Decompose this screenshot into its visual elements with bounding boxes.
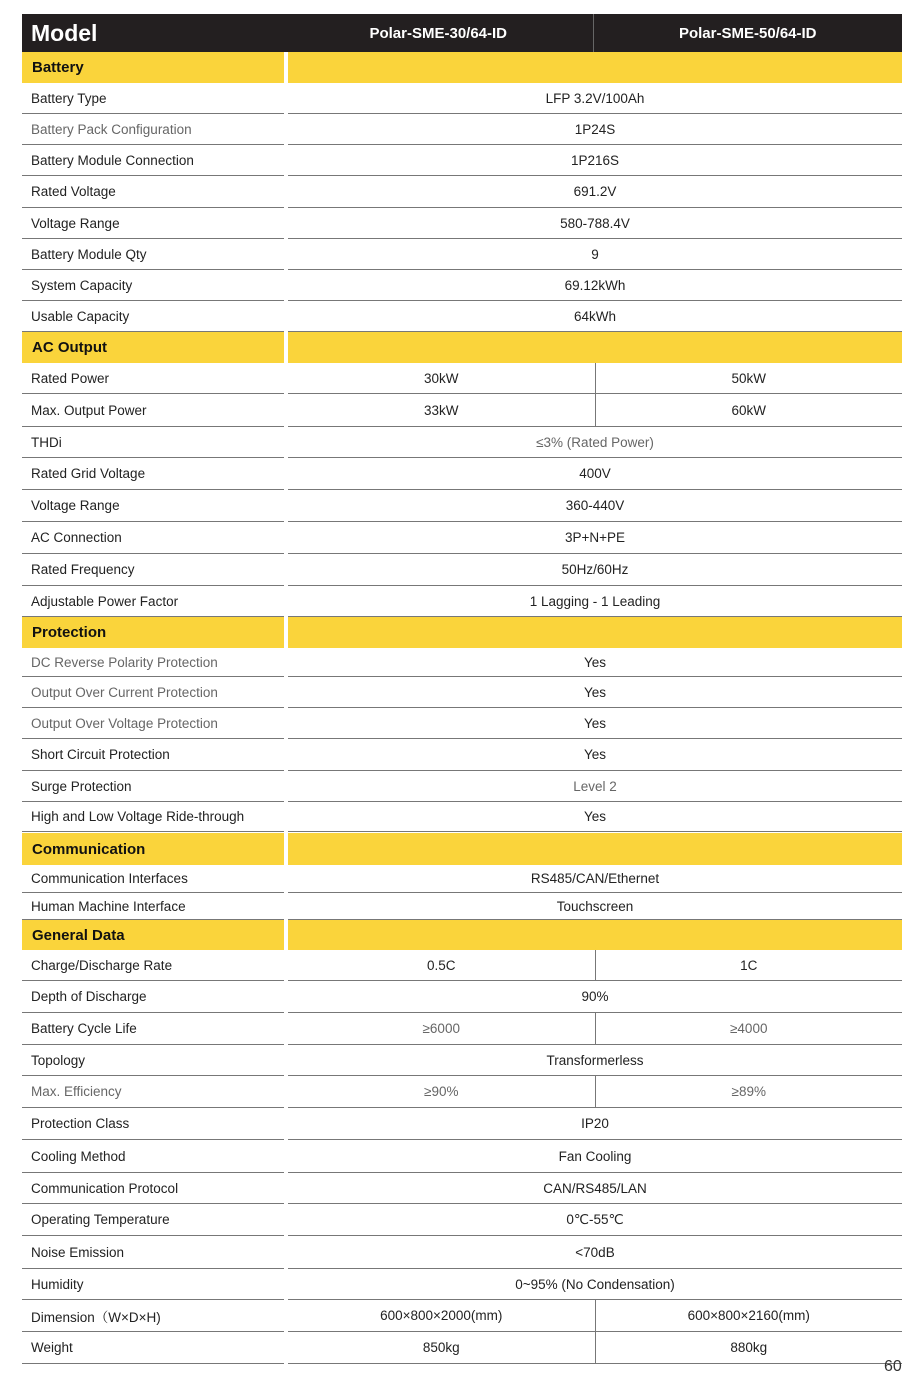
- spec-value-shared: 1P24S: [574, 121, 616, 137]
- spec-row-battery-cycle-life: [22, 1013, 902, 1045]
- spec-label: Adjustable Power Factor: [22, 586, 284, 617]
- spec-value-shared: Level 2: [573, 778, 617, 794]
- spec-values: [288, 301, 902, 332]
- spec-label: Weight: [22, 1332, 284, 1364]
- spec-value-shared: RS485/CAN/Ethernet: [530, 871, 660, 886]
- spec-value-model-2: 60kW: [595, 394, 903, 426]
- spec-value-shared: LFP 3.2V/100Ah: [545, 90, 645, 106]
- spec-row-surge-protection: [22, 771, 902, 802]
- spec-label: Rated Voltage: [22, 176, 284, 208]
- spec-values: [288, 677, 902, 708]
- spec-values: [288, 522, 902, 554]
- spec-values: [288, 176, 902, 208]
- spec-value-shared: 1P216S: [570, 152, 620, 168]
- spec-value-shared: 360-440V: [565, 498, 625, 513]
- spec-row-protection-class: [22, 1108, 902, 1140]
- section-communication: [22, 833, 902, 865]
- spec-label: Human Machine Interface: [22, 893, 284, 920]
- spec-value-shared: 580-788.4V: [560, 215, 630, 231]
- spec-value-model-1: ≥6000: [422, 1021, 460, 1036]
- spec-value-shared: CAN/RS485/LAN: [543, 1180, 647, 1196]
- spec-value-shared: IP20: [581, 1116, 609, 1131]
- spec-values: [288, 490, 902, 522]
- spec-label: Output Over Voltage Protection: [22, 708, 284, 739]
- spec-sections: [22, 52, 902, 1364]
- spec-value-shared: Yes: [583, 747, 607, 762]
- spec-values: [288, 865, 902, 893]
- spec-values: [288, 427, 902, 458]
- spec-values: [288, 554, 902, 586]
- spec-row-communication-interfaces: [22, 865, 902, 893]
- section-ac-output: [22, 332, 902, 363]
- spec-row-communication-protocol: [22, 1173, 902, 1204]
- section-title: Battery: [22, 52, 284, 83]
- spec-row-operating-temperature: [22, 1204, 902, 1236]
- spec-label: Charge/Discharge Rate: [22, 950, 284, 981]
- spec-row-thdi: [22, 427, 902, 458]
- section-title: AC Output: [22, 332, 284, 363]
- model-header-row: [22, 14, 902, 52]
- spec-value-shared: <70dB: [575, 1244, 615, 1260]
- spec-values: [288, 458, 902, 490]
- spec-value-shared: Fan Cooling: [558, 1148, 632, 1164]
- spec-values: [288, 270, 902, 301]
- spec-row-battery-module-connection: [22, 145, 902, 176]
- spec-value-shared: Transformerless: [546, 1052, 644, 1068]
- spec-values: [288, 394, 902, 427]
- spec-values: [288, 363, 902, 394]
- spec-values: [288, 1045, 902, 1076]
- spec-row-humidity: [22, 1269, 902, 1300]
- spec-value-model-1: 0.5C: [426, 957, 456, 973]
- spec-label: Short Circuit Protection: [22, 739, 284, 771]
- spec-label: Rated Frequency: [22, 554, 284, 586]
- spec-values: [288, 950, 902, 981]
- spec-label: Depth of Discharge: [22, 981, 284, 1013]
- spec-values: [288, 739, 902, 771]
- model-column-2: Polar-SME-50/64-ID: [593, 14, 903, 52]
- spec-value-shared: Yes: [583, 809, 607, 824]
- spec-value-shared: 9: [591, 246, 599, 262]
- spec-row-battery-type: [22, 83, 902, 114]
- section-band: [288, 833, 902, 865]
- spec-row-voltage-range: [22, 208, 902, 239]
- spec-values: [288, 1013, 902, 1045]
- spec-label: Noise Emission: [22, 1236, 284, 1269]
- spec-row-rated-grid-voltage: [22, 458, 902, 490]
- spec-values: [288, 1108, 902, 1140]
- section-title: Protection: [22, 617, 284, 648]
- spec-values: [288, 771, 902, 802]
- spec-row-usable-capacity: [22, 301, 902, 332]
- spec-label: Humidity: [22, 1269, 284, 1300]
- spec-values: [288, 648, 902, 677]
- spec-label: Battery Module Connection: [22, 145, 284, 176]
- section-general-data: [22, 920, 902, 950]
- spec-label: Battery Cycle Life: [22, 1013, 284, 1045]
- spec-value-model-2: 600×800×2160(mm): [595, 1300, 903, 1331]
- spec-row-adjustable-power-factor: [22, 586, 902, 617]
- spec-label: Battery Module Qty: [22, 239, 284, 270]
- spec-row-rated-power: [22, 363, 902, 394]
- spec-row-human-machine-interface: [22, 893, 902, 920]
- spec-table: [22, 14, 902, 1364]
- spec-values: [288, 1204, 902, 1236]
- section-band: [288, 617, 902, 648]
- spec-label: Rated Grid Voltage: [22, 458, 284, 490]
- spec-row-rated-frequency: [22, 554, 902, 586]
- spec-value-shared: 3P+N+PE: [564, 530, 626, 545]
- spec-value-shared: 69.12kWh: [564, 277, 626, 293]
- section-band: [288, 332, 902, 363]
- spec-values: [288, 1173, 902, 1204]
- section-battery: [22, 52, 902, 83]
- spec-value-shared: 0℃-55℃: [566, 1211, 624, 1227]
- spec-label: Surge Protection: [22, 771, 284, 802]
- spec-row-dimension-w-d-h: [22, 1300, 902, 1332]
- spec-value-shared: 1 Lagging - 1 Leading: [529, 593, 661, 609]
- spec-row-output-over-current-protection: [22, 677, 902, 708]
- spec-label: AC Connection: [22, 522, 284, 554]
- spec-value-model-2: ≥89%: [595, 1076, 903, 1107]
- spec-values: [288, 708, 902, 739]
- spec-value-model-2: ≥4000: [595, 1013, 903, 1044]
- spec-row-dc-reverse-polarity-protection: [22, 648, 902, 677]
- spec-values: [288, 208, 902, 239]
- spec-values: [288, 239, 902, 270]
- spec-row-voltage-range: [22, 490, 902, 522]
- spec-row-cooling-method: [22, 1140, 902, 1173]
- spec-label: Voltage Range: [22, 490, 284, 522]
- spec-row-short-circuit-protection: [22, 739, 902, 771]
- spec-value-shared: 90%: [581, 989, 609, 1004]
- spec-label: Battery Type: [22, 83, 284, 114]
- spec-values: [288, 1300, 902, 1332]
- model-label: Model: [31, 19, 98, 46]
- section-band: [288, 920, 902, 950]
- spec-values: [288, 1269, 902, 1300]
- spec-value-model-1: ≥90%: [424, 1084, 459, 1099]
- section-title: General Data: [22, 920, 284, 950]
- spec-values: [288, 893, 902, 920]
- spec-row-depth-of-discharge: [22, 981, 902, 1013]
- spec-row-noise-emission: [22, 1236, 902, 1269]
- spec-value-shared: ≤3% (Rated Power): [536, 434, 654, 450]
- spec-values: [288, 114, 902, 145]
- spec-row-topology: [22, 1045, 902, 1076]
- spec-value-model-1: 850kg: [422, 1340, 460, 1355]
- section-title: Communication: [22, 833, 284, 865]
- spec-row-rated-voltage: [22, 176, 902, 208]
- spec-label: Output Over Current Protection: [22, 677, 284, 708]
- spec-label: Usable Capacity: [22, 301, 284, 332]
- spec-label: Protection Class: [22, 1108, 284, 1140]
- spec-values: [288, 981, 902, 1013]
- spec-values: [288, 802, 902, 832]
- spec-label: Max. Efficiency: [22, 1076, 284, 1108]
- spec-label: Communication Protocol: [22, 1173, 284, 1204]
- spec-value-model-1: 33kW: [423, 402, 459, 418]
- section-protection: [22, 617, 902, 648]
- spec-label: Voltage Range: [22, 208, 284, 239]
- spec-label: System Capacity: [22, 270, 284, 301]
- spec-value-model-2: 50kW: [595, 363, 903, 393]
- page-number: 60: [884, 1358, 902, 1375]
- spec-row-system-capacity: [22, 270, 902, 301]
- spec-label: Dimension（W×D×H): [22, 1300, 284, 1332]
- spec-label: Max. Output Power: [22, 394, 284, 427]
- spec-row-max-output-power: [22, 394, 902, 427]
- spec-label: Cooling Method: [22, 1140, 284, 1173]
- spec-value-shared: 0~95% (No Condensation): [515, 1276, 675, 1292]
- spec-label: Topology: [22, 1045, 284, 1076]
- spec-row-ac-connection: [22, 522, 902, 554]
- model-column-1: Polar-SME-30/64-ID: [369, 24, 508, 42]
- spec-label: Rated Power: [22, 363, 284, 394]
- spec-values: [288, 145, 902, 176]
- spec-values: [288, 1076, 902, 1108]
- spec-label: High and Low Voltage Ride-through: [22, 802, 284, 832]
- spec-value-shared: 50Hz/60Hz: [561, 562, 629, 577]
- spec-label: DC Reverse Polarity Protection: [22, 648, 284, 677]
- spec-value-model-2: 1C: [595, 950, 903, 980]
- spec-values: [288, 1332, 902, 1364]
- spec-label: Battery Pack Configuration: [22, 114, 284, 145]
- spec-row-max-efficiency: [22, 1076, 902, 1108]
- spec-label: THDi: [22, 427, 284, 458]
- spec-label: Operating Temperature: [22, 1204, 284, 1236]
- spec-value-shared: Yes: [583, 715, 607, 731]
- spec-value-shared: 691.2V: [573, 184, 617, 199]
- spec-value-model-1: 30kW: [423, 370, 459, 386]
- spec-row-battery-module-qty: [22, 239, 902, 270]
- spec-label: Communication Interfaces: [22, 865, 284, 893]
- spec-value-shared: Yes: [583, 684, 607, 700]
- section-band: [288, 52, 902, 83]
- spec-value-shared: Touchscreen: [556, 898, 634, 914]
- spec-row-high-and-low-voltage-ride-through: [22, 802, 902, 832]
- spec-row-output-over-voltage-protection: [22, 708, 902, 739]
- spec-values: [288, 1140, 902, 1173]
- spec-row-battery-pack-configuration: [22, 114, 902, 145]
- spec-values: [288, 83, 902, 114]
- spec-value-model-1: 600×800×2000(mm): [380, 1308, 503, 1323]
- spec-values: [288, 1236, 902, 1269]
- spec-value-shared: Yes: [583, 654, 607, 670]
- spec-row-weight: [22, 1332, 902, 1364]
- spec-values: [288, 586, 902, 617]
- spec-value-shared: 64kWh: [573, 308, 617, 324]
- spec-row-charge-discharge-rate: [22, 950, 902, 981]
- spec-value-model-2: 880kg: [595, 1332, 903, 1363]
- spec-value-shared: 400V: [579, 466, 611, 481]
